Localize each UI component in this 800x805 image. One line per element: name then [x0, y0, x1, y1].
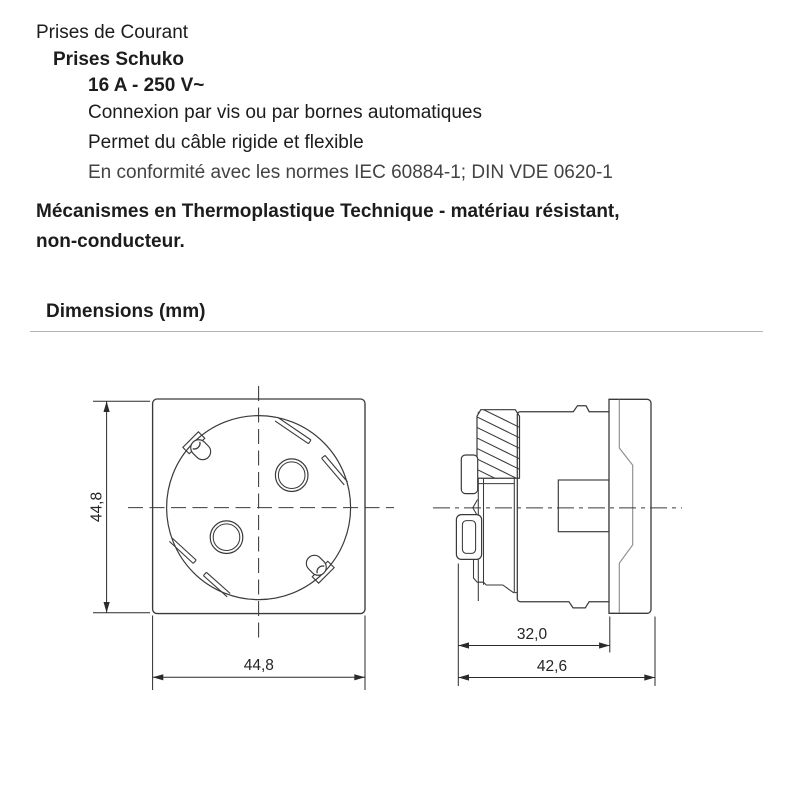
faceplate-side-profile — [609, 399, 651, 613]
arrowhead-icon — [354, 674, 365, 680]
material-note-line-1: Mécanismes en Thermoplastique Technique - matériau résistant, — [36, 201, 620, 222]
dimensions-diagram — [0, 340, 800, 800]
arrowhead-icon — [104, 401, 110, 412]
front-view — [128, 386, 394, 640]
arrowhead-icon — [644, 674, 655, 680]
front-height-value: 44,8 — [88, 491, 106, 523]
terminal-clamp-upper — [461, 455, 477, 494]
product-subtitle: Prises Schuko — [53, 49, 184, 70]
section-divider — [30, 331, 763, 332]
arrowhead-icon — [599, 642, 610, 648]
front-width-value: 44,8 — [243, 656, 274, 674]
page-title: Prises de Courant — [36, 22, 189, 43]
terminal-clamp-lower — [456, 515, 481, 560]
arrowhead-icon — [458, 674, 469, 680]
side-total-depth-value: 42,6 — [536, 657, 568, 675]
claw-block — [558, 480, 609, 532]
standards-compliance-line: En conformité avec les normes IEC 60884-1; DIN VDE 0620-1 — [88, 162, 613, 183]
terminal-block — [474, 405, 523, 492]
arrowhead-icon — [153, 674, 164, 680]
material-note-line-2: non-conducteur. — [36, 231, 185, 252]
side-body-depth-value: 32,0 — [516, 625, 548, 643]
arrowhead-icon — [104, 602, 110, 613]
dimensions-heading: Dimensions (mm) — [46, 301, 206, 322]
schuko-technical-drawing — [0, 340, 800, 800]
side-view — [433, 399, 682, 613]
rear-bottom-contour — [474, 559, 518, 592]
feature-line-1: Connexion par vis ou par bornes automatiques — [88, 102, 482, 123]
electrical-rating: 16 A - 250 V~ — [88, 75, 205, 96]
arrowhead-icon — [458, 642, 469, 648]
feature-line-2: Permet du câble rigide et flexible — [88, 132, 364, 153]
